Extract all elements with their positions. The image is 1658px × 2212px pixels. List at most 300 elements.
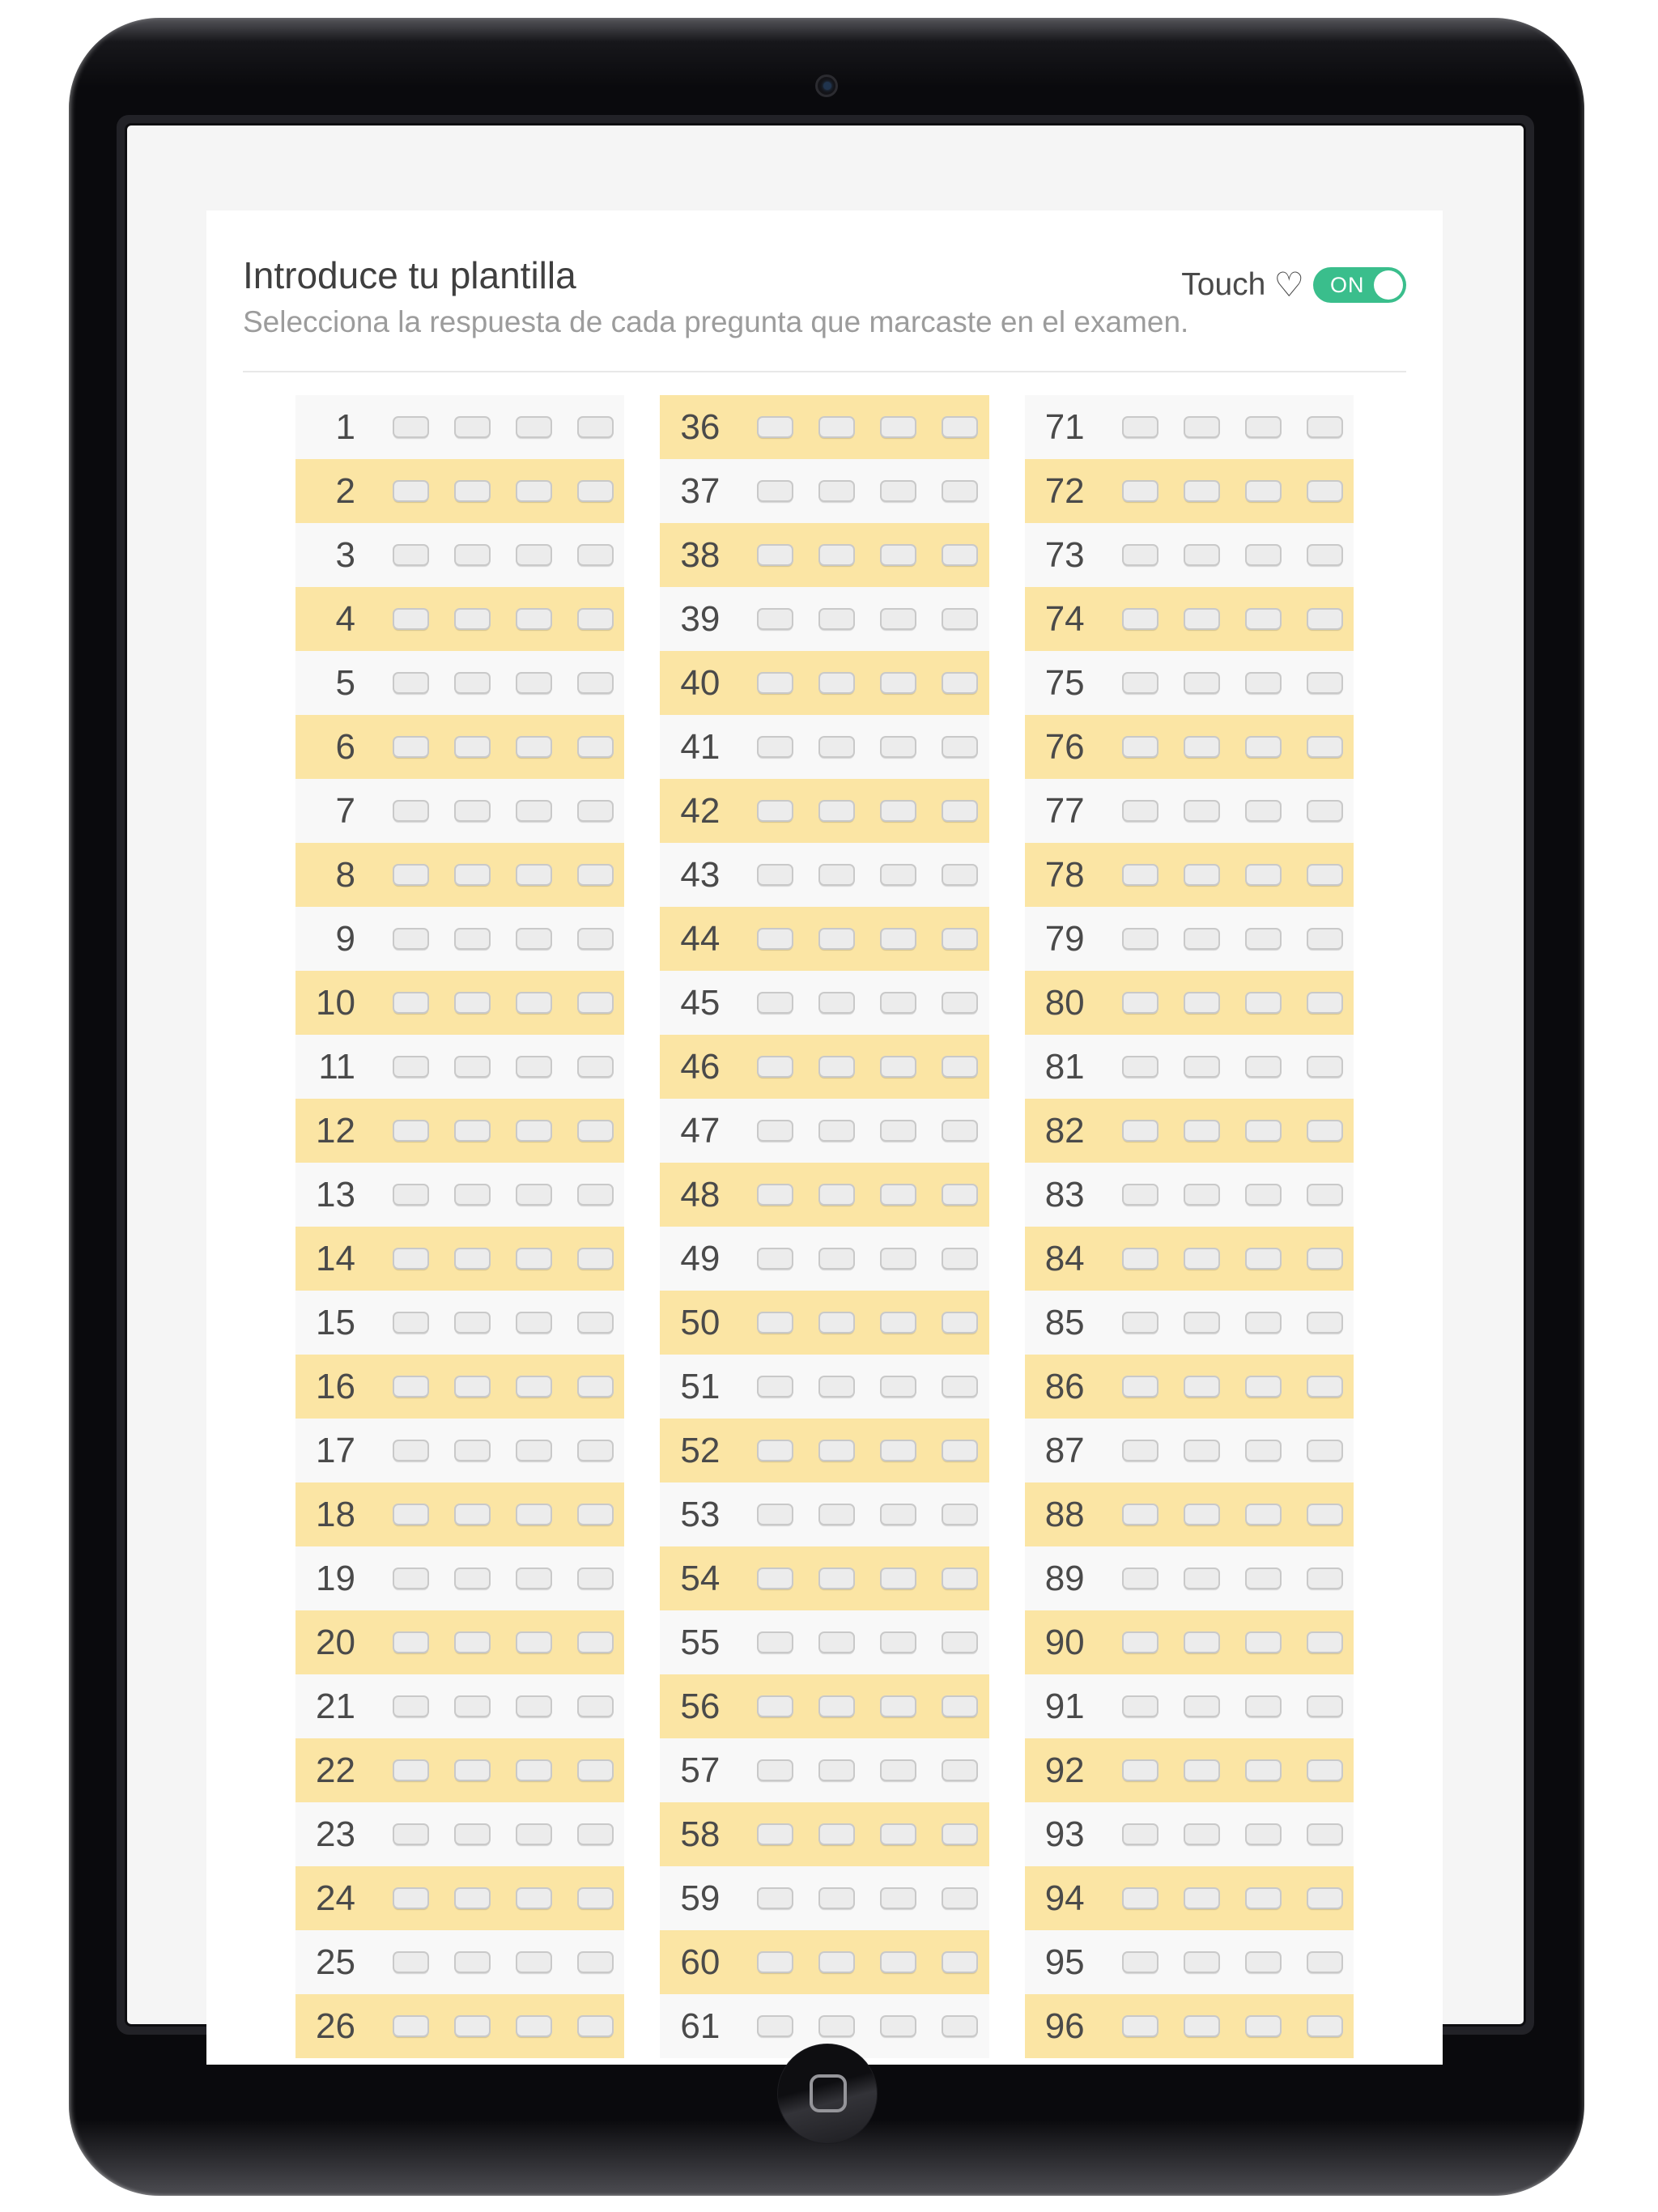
answer-checkbox[interactable] xyxy=(757,416,793,438)
answer-checkbox[interactable] xyxy=(1245,1631,1282,1653)
answer-checkbox[interactable] xyxy=(942,544,978,566)
answer-checkbox[interactable] xyxy=(757,1184,793,1206)
answer-checkbox[interactable] xyxy=(393,544,429,566)
answer-checkbox[interactable] xyxy=(880,1759,916,1781)
answer-checkbox[interactable] xyxy=(516,1120,552,1142)
answer-checkbox[interactable] xyxy=(1184,544,1220,566)
answer-checkbox[interactable] xyxy=(577,864,614,886)
answer-checkbox[interactable] xyxy=(1122,544,1158,566)
answer-checkbox[interactable] xyxy=(454,1376,491,1397)
answer-checkbox[interactable] xyxy=(818,608,855,630)
answer-checkbox[interactable] xyxy=(454,1440,491,1461)
answer-checkbox[interactable] xyxy=(454,672,491,694)
answer-checkbox[interactable] xyxy=(757,2015,793,2037)
answer-checkbox[interactable] xyxy=(1307,608,1343,630)
answer-checkbox[interactable] xyxy=(1184,1568,1220,1589)
answer-checkbox[interactable] xyxy=(1122,1951,1158,1973)
answer-checkbox[interactable] xyxy=(1122,928,1158,950)
answer-checkbox[interactable] xyxy=(1122,1887,1158,1909)
answer-checkbox[interactable] xyxy=(516,1440,552,1461)
answer-checkbox[interactable] xyxy=(757,1823,793,1845)
answer-checkbox[interactable] xyxy=(1184,928,1220,950)
answer-checkbox[interactable] xyxy=(757,1631,793,1653)
answer-checkbox[interactable] xyxy=(516,480,552,502)
answer-checkbox[interactable] xyxy=(577,1887,614,1909)
answer-checkbox[interactable] xyxy=(454,800,491,822)
answer-checkbox[interactable] xyxy=(393,2015,429,2037)
answer-checkbox[interactable] xyxy=(757,1504,793,1525)
answer-checkbox[interactable] xyxy=(1184,800,1220,822)
answer-checkbox[interactable] xyxy=(516,1568,552,1589)
answer-checkbox[interactable] xyxy=(1184,1056,1220,1078)
answer-checkbox[interactable] xyxy=(757,1695,793,1717)
answer-checkbox[interactable] xyxy=(577,608,614,630)
answer-checkbox[interactable] xyxy=(942,992,978,1014)
answer-checkbox[interactable] xyxy=(577,928,614,950)
answer-checkbox[interactable] xyxy=(1122,1504,1158,1525)
answer-checkbox[interactable] xyxy=(577,1312,614,1334)
answer-checkbox[interactable] xyxy=(1184,1695,1220,1717)
answer-checkbox[interactable] xyxy=(516,1631,552,1653)
answer-checkbox[interactable] xyxy=(1184,1248,1220,1270)
touch-toggle[interactable] xyxy=(1313,267,1406,303)
answer-checkbox[interactable] xyxy=(1122,1056,1158,1078)
answer-checkbox[interactable] xyxy=(454,1248,491,1270)
answer-checkbox[interactable] xyxy=(454,1056,491,1078)
answer-checkbox[interactable] xyxy=(516,1056,552,1078)
answer-checkbox[interactable] xyxy=(1245,608,1282,630)
answer-checkbox[interactable] xyxy=(1122,1695,1158,1717)
answer-checkbox[interactable] xyxy=(1307,1887,1343,1909)
answer-checkbox[interactable] xyxy=(942,800,978,822)
answer-checkbox[interactable] xyxy=(393,1440,429,1461)
answer-checkbox[interactable] xyxy=(1122,800,1158,822)
answer-checkbox[interactable] xyxy=(818,1887,855,1909)
answer-checkbox[interactable] xyxy=(1184,992,1220,1014)
answer-checkbox[interactable] xyxy=(880,416,916,438)
answer-checkbox[interactable] xyxy=(942,480,978,502)
answer-checkbox[interactable] xyxy=(942,1440,978,1461)
answer-checkbox[interactable] xyxy=(1245,1823,1282,1845)
answer-checkbox[interactable] xyxy=(1184,1759,1220,1781)
answer-checkbox[interactable] xyxy=(1245,1887,1282,1909)
answer-checkbox[interactable] xyxy=(577,736,614,758)
answer-checkbox[interactable] xyxy=(1307,1695,1343,1717)
answer-checkbox[interactable] xyxy=(1122,2015,1158,2037)
answer-checkbox[interactable] xyxy=(942,1376,978,1397)
answer-checkbox[interactable] xyxy=(818,480,855,502)
answer-checkbox[interactable] xyxy=(393,736,429,758)
answer-checkbox[interactable] xyxy=(942,1184,978,1206)
answer-checkbox[interactable] xyxy=(1307,992,1343,1014)
answer-checkbox[interactable] xyxy=(1245,1184,1282,1206)
answer-checkbox[interactable] xyxy=(516,1695,552,1717)
answer-checkbox[interactable] xyxy=(516,544,552,566)
answer-checkbox[interactable] xyxy=(757,1951,793,1973)
answer-checkbox[interactable] xyxy=(757,992,793,1014)
answer-checkbox[interactable] xyxy=(454,416,491,438)
answer-checkbox[interactable] xyxy=(577,992,614,1014)
answer-checkbox[interactable] xyxy=(1307,480,1343,502)
answer-checkbox[interactable] xyxy=(1307,416,1343,438)
answer-checkbox[interactable] xyxy=(1307,1248,1343,1270)
answer-checkbox[interactable] xyxy=(577,416,614,438)
answer-checkbox[interactable] xyxy=(880,2015,916,2037)
answer-checkbox[interactable] xyxy=(757,1056,793,1078)
answer-checkbox[interactable] xyxy=(1184,864,1220,886)
answer-checkbox[interactable] xyxy=(1122,1376,1158,1397)
answer-checkbox[interactable] xyxy=(1245,416,1282,438)
answer-checkbox[interactable] xyxy=(880,1887,916,1909)
answer-checkbox[interactable] xyxy=(1307,1184,1343,1206)
answer-checkbox[interactable] xyxy=(516,2015,552,2037)
answer-checkbox[interactable] xyxy=(393,1695,429,1717)
answer-checkbox[interactable] xyxy=(393,1248,429,1270)
answer-checkbox[interactable] xyxy=(1184,1823,1220,1845)
answer-checkbox[interactable] xyxy=(577,1759,614,1781)
answer-checkbox[interactable] xyxy=(393,1951,429,1973)
answer-checkbox[interactable] xyxy=(1184,672,1220,694)
answer-checkbox[interactable] xyxy=(1307,1631,1343,1653)
answer-checkbox[interactable] xyxy=(577,1184,614,1206)
answer-checkbox[interactable] xyxy=(454,1184,491,1206)
answer-checkbox[interactable] xyxy=(1122,1823,1158,1845)
answer-checkbox[interactable] xyxy=(454,1312,491,1334)
answer-checkbox[interactable] xyxy=(577,1120,614,1142)
answer-checkbox[interactable] xyxy=(818,544,855,566)
answer-checkbox[interactable] xyxy=(577,1440,614,1461)
answer-checkbox[interactable] xyxy=(1307,864,1343,886)
answer-checkbox[interactable] xyxy=(1184,2015,1220,2037)
answer-checkbox[interactable] xyxy=(942,1695,978,1717)
answer-checkbox[interactable] xyxy=(393,992,429,1014)
answer-checkbox[interactable] xyxy=(1245,1248,1282,1270)
answer-checkbox[interactable] xyxy=(1184,1440,1220,1461)
answer-checkbox[interactable] xyxy=(757,1248,793,1270)
answer-checkbox[interactable] xyxy=(393,864,429,886)
answer-checkbox[interactable] xyxy=(454,608,491,630)
answer-checkbox[interactable] xyxy=(393,1376,429,1397)
answer-checkbox[interactable] xyxy=(1245,1951,1282,1973)
answer-checkbox[interactable] xyxy=(1307,1440,1343,1461)
answer-checkbox[interactable] xyxy=(757,1440,793,1461)
home-button[interactable] xyxy=(777,2044,878,2144)
answer-checkbox[interactable] xyxy=(942,1631,978,1653)
answer-checkbox[interactable] xyxy=(880,736,916,758)
answer-checkbox[interactable] xyxy=(818,736,855,758)
answer-checkbox[interactable] xyxy=(516,1504,552,1525)
answer-checkbox[interactable] xyxy=(516,416,552,438)
answer-checkbox[interactable] xyxy=(818,992,855,1014)
answer-checkbox[interactable] xyxy=(1122,480,1158,502)
answer-checkbox[interactable] xyxy=(818,2015,855,2037)
answer-checkbox[interactable] xyxy=(516,1951,552,1973)
answer-checkbox[interactable] xyxy=(1245,1056,1282,1078)
answer-checkbox[interactable] xyxy=(818,928,855,950)
answer-checkbox[interactable] xyxy=(577,1504,614,1525)
answer-checkbox[interactable] xyxy=(1307,2015,1343,2037)
answer-checkbox[interactable] xyxy=(1122,1184,1158,1206)
answer-checkbox[interactable] xyxy=(516,1248,552,1270)
answer-checkbox[interactable] xyxy=(1122,864,1158,886)
answer-checkbox[interactable] xyxy=(880,608,916,630)
answer-checkbox[interactable] xyxy=(516,608,552,630)
answer-checkbox[interactable] xyxy=(757,1568,793,1589)
answer-checkbox[interactable] xyxy=(818,1120,855,1142)
answer-checkbox[interactable] xyxy=(942,2015,978,2037)
answer-checkbox[interactable] xyxy=(577,672,614,694)
answer-checkbox[interactable] xyxy=(516,864,552,886)
answer-checkbox[interactable] xyxy=(1122,1120,1158,1142)
answer-checkbox[interactable] xyxy=(1122,608,1158,630)
answer-checkbox[interactable] xyxy=(1184,1184,1220,1206)
answer-checkbox[interactable] xyxy=(1184,736,1220,758)
answer-checkbox[interactable] xyxy=(1307,672,1343,694)
answer-checkbox[interactable] xyxy=(818,416,855,438)
answer-checkbox[interactable] xyxy=(880,672,916,694)
answer-checkbox[interactable] xyxy=(818,1823,855,1845)
answer-checkbox[interactable] xyxy=(516,1184,552,1206)
answer-checkbox[interactable] xyxy=(1245,1568,1282,1589)
answer-checkbox[interactable] xyxy=(393,1759,429,1781)
answer-checkbox[interactable] xyxy=(880,1376,916,1397)
answer-checkbox[interactable] xyxy=(880,928,916,950)
answer-checkbox[interactable] xyxy=(880,1312,916,1334)
answer-checkbox[interactable] xyxy=(454,1695,491,1717)
answer-checkbox[interactable] xyxy=(1307,1823,1343,1845)
answer-checkbox[interactable] xyxy=(516,1312,552,1334)
answer-checkbox[interactable] xyxy=(1122,672,1158,694)
answer-checkbox[interactable] xyxy=(516,928,552,950)
answer-checkbox[interactable] xyxy=(757,544,793,566)
answer-checkbox[interactable] xyxy=(454,1631,491,1653)
answer-checkbox[interactable] xyxy=(818,1376,855,1397)
answer-checkbox[interactable] xyxy=(1245,1695,1282,1717)
answer-checkbox[interactable] xyxy=(1307,1504,1343,1525)
answer-checkbox[interactable] xyxy=(880,480,916,502)
answer-checkbox[interactable] xyxy=(942,1568,978,1589)
answer-checkbox[interactable] xyxy=(454,864,491,886)
answer-checkbox[interactable] xyxy=(393,1504,429,1525)
answer-checkbox[interactable] xyxy=(1184,416,1220,438)
answer-checkbox[interactable] xyxy=(880,864,916,886)
answer-checkbox[interactable] xyxy=(1307,544,1343,566)
answer-checkbox[interactable] xyxy=(1245,1120,1282,1142)
answer-checkbox[interactable] xyxy=(454,1951,491,1973)
answer-checkbox[interactable] xyxy=(1245,1759,1282,1781)
answer-checkbox[interactable] xyxy=(454,1887,491,1909)
answer-checkbox[interactable] xyxy=(942,1887,978,1909)
answer-checkbox[interactable] xyxy=(818,1759,855,1781)
answer-checkbox[interactable] xyxy=(577,2015,614,2037)
answer-checkbox[interactable] xyxy=(1184,1887,1220,1909)
answer-checkbox[interactable] xyxy=(516,1376,552,1397)
answer-checkbox[interactable] xyxy=(757,928,793,950)
answer-checkbox[interactable] xyxy=(454,1759,491,1781)
answer-checkbox[interactable] xyxy=(577,544,614,566)
answer-checkbox[interactable] xyxy=(577,800,614,822)
answer-checkbox[interactable] xyxy=(454,1504,491,1525)
answer-checkbox[interactable] xyxy=(818,1951,855,1973)
answer-checkbox[interactable] xyxy=(577,1951,614,1973)
answer-checkbox[interactable] xyxy=(1122,1248,1158,1270)
answer-checkbox[interactable] xyxy=(577,1248,614,1270)
answer-checkbox[interactable] xyxy=(942,864,978,886)
answer-checkbox[interactable] xyxy=(393,928,429,950)
answer-checkbox[interactable] xyxy=(393,1184,429,1206)
answer-checkbox[interactable] xyxy=(577,1568,614,1589)
answer-checkbox[interactable] xyxy=(880,1440,916,1461)
answer-checkbox[interactable] xyxy=(577,1631,614,1653)
answer-checkbox[interactable] xyxy=(1307,1568,1343,1589)
answer-checkbox[interactable] xyxy=(577,1376,614,1397)
answer-checkbox[interactable] xyxy=(1307,1951,1343,1973)
answer-checkbox[interactable] xyxy=(454,1120,491,1142)
answer-checkbox[interactable] xyxy=(454,544,491,566)
answer-checkbox[interactable] xyxy=(942,1312,978,1334)
answer-checkbox[interactable] xyxy=(1307,1759,1343,1781)
answer-checkbox[interactable] xyxy=(880,1248,916,1270)
answer-checkbox[interactable] xyxy=(757,736,793,758)
answer-checkbox[interactable] xyxy=(1184,1504,1220,1525)
answer-checkbox[interactable] xyxy=(818,1631,855,1653)
answer-checkbox[interactable] xyxy=(880,1056,916,1078)
answer-checkbox[interactable] xyxy=(393,1631,429,1653)
answer-checkbox[interactable] xyxy=(942,672,978,694)
answer-checkbox[interactable] xyxy=(1307,928,1343,950)
answer-checkbox[interactable] xyxy=(757,1376,793,1397)
answer-checkbox[interactable] xyxy=(1245,992,1282,1014)
answer-checkbox[interactable] xyxy=(818,1695,855,1717)
answer-checkbox[interactable] xyxy=(880,1695,916,1717)
answer-checkbox[interactable] xyxy=(818,1312,855,1334)
answer-checkbox[interactable] xyxy=(818,1440,855,1461)
answer-checkbox[interactable] xyxy=(1122,1440,1158,1461)
answer-checkbox[interactable] xyxy=(1245,736,1282,758)
answer-checkbox[interactable] xyxy=(393,1056,429,1078)
answer-checkbox[interactable] xyxy=(942,1120,978,1142)
answer-checkbox[interactable] xyxy=(757,1312,793,1334)
answer-checkbox[interactable] xyxy=(1122,992,1158,1014)
answer-checkbox[interactable] xyxy=(757,608,793,630)
answer-checkbox[interactable] xyxy=(818,800,855,822)
answer-checkbox[interactable] xyxy=(454,1568,491,1589)
answer-checkbox[interactable] xyxy=(818,1568,855,1589)
answer-checkbox[interactable] xyxy=(1184,1631,1220,1653)
answer-checkbox[interactable] xyxy=(1307,1376,1343,1397)
answer-checkbox[interactable] xyxy=(757,1887,793,1909)
answer-checkbox[interactable] xyxy=(757,800,793,822)
answer-checkbox[interactable] xyxy=(880,1504,916,1525)
answer-checkbox[interactable] xyxy=(1245,864,1282,886)
answer-checkbox[interactable] xyxy=(516,1823,552,1845)
answer-checkbox[interactable] xyxy=(393,1568,429,1589)
answer-checkbox[interactable] xyxy=(1122,1568,1158,1589)
answer-checkbox[interactable] xyxy=(942,1759,978,1781)
answer-checkbox[interactable] xyxy=(516,1887,552,1909)
answer-checkbox[interactable] xyxy=(1245,2015,1282,2037)
answer-checkbox[interactable] xyxy=(516,800,552,822)
answer-checkbox[interactable] xyxy=(942,1504,978,1525)
answer-checkbox[interactable] xyxy=(454,480,491,502)
answer-checkbox[interactable] xyxy=(818,1504,855,1525)
answer-checkbox[interactable] xyxy=(942,1056,978,1078)
answer-checkbox[interactable] xyxy=(393,672,429,694)
answer-checkbox[interactable] xyxy=(818,1184,855,1206)
answer-checkbox[interactable] xyxy=(942,1823,978,1845)
answer-checkbox[interactable] xyxy=(1307,1056,1343,1078)
answer-checkbox[interactable] xyxy=(1122,1312,1158,1334)
answer-checkbox[interactable] xyxy=(454,928,491,950)
answer-checkbox[interactable] xyxy=(942,608,978,630)
answer-checkbox[interactable] xyxy=(1245,1504,1282,1525)
answer-checkbox[interactable] xyxy=(1122,736,1158,758)
answer-checkbox[interactable] xyxy=(577,1056,614,1078)
answer-checkbox[interactable] xyxy=(454,736,491,758)
answer-checkbox[interactable] xyxy=(757,672,793,694)
answer-checkbox[interactable] xyxy=(1122,416,1158,438)
answer-checkbox[interactable] xyxy=(516,1759,552,1781)
answer-checkbox[interactable] xyxy=(1245,928,1282,950)
answer-checkbox[interactable] xyxy=(942,1951,978,1973)
answer-checkbox[interactable] xyxy=(1307,1312,1343,1334)
answer-checkbox[interactable] xyxy=(393,416,429,438)
answer-checkbox[interactable] xyxy=(942,416,978,438)
answer-checkbox[interactable] xyxy=(516,992,552,1014)
answer-checkbox[interactable] xyxy=(1307,1120,1343,1142)
answer-checkbox[interactable] xyxy=(942,928,978,950)
answer-checkbox[interactable] xyxy=(1245,1312,1282,1334)
answer-checkbox[interactable] xyxy=(393,1823,429,1845)
answer-checkbox[interactable] xyxy=(1245,1440,1282,1461)
answer-checkbox[interactable] xyxy=(393,1887,429,1909)
toggle-knob[interactable] xyxy=(1374,270,1403,300)
answer-checkbox[interactable] xyxy=(1122,1631,1158,1653)
answer-checkbox[interactable] xyxy=(1245,1376,1282,1397)
answer-checkbox[interactable] xyxy=(454,1823,491,1845)
answer-checkbox[interactable] xyxy=(1184,1120,1220,1142)
answer-checkbox[interactable] xyxy=(880,1823,916,1845)
answer-checkbox[interactable] xyxy=(880,1120,916,1142)
answer-checkbox[interactable] xyxy=(757,480,793,502)
answer-checkbox[interactable] xyxy=(880,800,916,822)
answer-checkbox[interactable] xyxy=(818,672,855,694)
answer-checkbox[interactable] xyxy=(880,1951,916,1973)
answer-checkbox[interactable] xyxy=(757,864,793,886)
answer-checkbox[interactable] xyxy=(577,1695,614,1717)
answer-checkbox[interactable] xyxy=(880,1631,916,1653)
answer-checkbox[interactable] xyxy=(1245,672,1282,694)
answer-checkbox[interactable] xyxy=(880,1184,916,1206)
answer-checkbox[interactable] xyxy=(818,864,855,886)
answer-checkbox[interactable] xyxy=(1184,1312,1220,1334)
answer-checkbox[interactable] xyxy=(393,800,429,822)
answer-checkbox[interactable] xyxy=(880,544,916,566)
answer-checkbox[interactable] xyxy=(818,1248,855,1270)
answer-checkbox[interactable] xyxy=(1184,1951,1220,1973)
answer-checkbox[interactable] xyxy=(1184,608,1220,630)
answer-checkbox[interactable] xyxy=(880,992,916,1014)
answer-checkbox[interactable] xyxy=(757,1759,793,1781)
answer-checkbox[interactable] xyxy=(454,2015,491,2037)
answer-checkbox[interactable] xyxy=(818,1056,855,1078)
answer-checkbox[interactable] xyxy=(577,480,614,502)
answer-checkbox[interactable] xyxy=(393,1312,429,1334)
answer-checkbox[interactable] xyxy=(1122,1759,1158,1781)
answer-checkbox[interactable] xyxy=(516,736,552,758)
answer-checkbox[interactable] xyxy=(1245,480,1282,502)
answer-checkbox[interactable] xyxy=(393,608,429,630)
